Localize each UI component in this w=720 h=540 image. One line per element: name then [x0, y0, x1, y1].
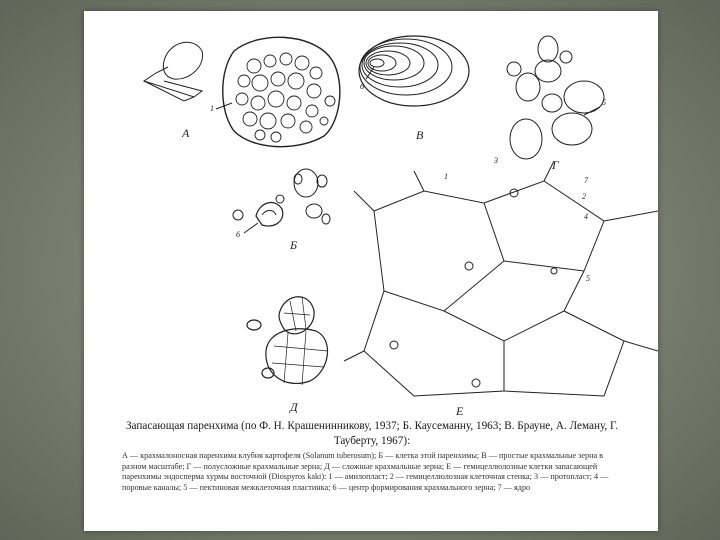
slide: [84, 11, 658, 531]
callout-a-1: 1: [210, 104, 214, 113]
panel-letter-e: Е: [456, 404, 464, 418]
panel-g-illustration: [507, 36, 604, 159]
callout-e-1: 1: [444, 172, 448, 181]
callout-e-7: 7: [584, 176, 588, 185]
callout-g-5: 5: [602, 98, 606, 107]
panel-d-illustration: [247, 297, 328, 385]
panel-a-illustration: [144, 37, 340, 146]
callout-v-6: 6: [360, 82, 364, 91]
callout-b-6: 6: [236, 230, 240, 239]
parenchyma-figure: [84, 11, 658, 421]
panel-letter-a: А: [182, 126, 190, 140]
panel-letter-b: Б: [290, 238, 298, 252]
panel-letter-g: Г: [552, 158, 559, 172]
caption-legend: А — крахмалоносная паренхима клубня картофеля (Solanum tuberosum); Б — клетка этой паренхимы; В — простые крахмальные зерна в разном масштабе; Г — полусложные крахмальные зерна; Д — сложные крахмальные зерна; Е — гемицеллюлозные клетки запасающей паренхимы эндосперма хурмы восточной (Diospyros kaki): 1 — амилопласт; 2 — гемицеллюлозная клеточная стенка; 3 — протопласт; 4 — поровые каналы; 5 — пектиновая межклеточная пластинка; 6 — центр формирования крахмального зерна; 7 — ядро: [122, 451, 609, 492]
panel-b-illustration: [233, 169, 330, 233]
panel-letter-d: Д: [290, 400, 298, 414]
panel-letter-v: В: [416, 128, 424, 142]
panel-e-illustration: [344, 161, 658, 396]
figure-caption: [122, 419, 622, 493]
callout-e-3: 3: [494, 156, 498, 165]
callout-e-2: 2: [582, 192, 586, 201]
caption-title: Запасающая паренхима (по Ф. Н. Крашенинникову, 1937; Б. Каусеманну, 1963; В. Браунe, А. Леману, Г. Тауберту, 1967):: [125, 420, 619, 447]
panel-v-illustration: [359, 36, 469, 106]
callout-e-4: 4: [584, 212, 588, 221]
callout-e-5: 5: [586, 274, 590, 283]
